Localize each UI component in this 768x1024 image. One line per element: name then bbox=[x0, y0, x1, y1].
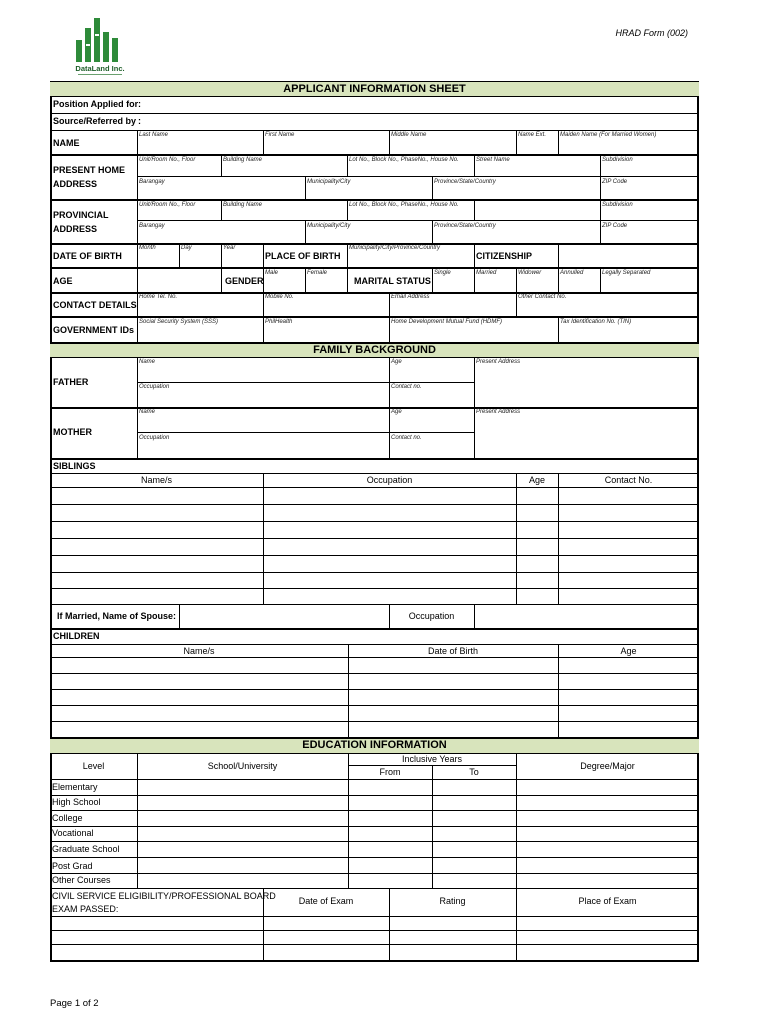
philhealth-field[interactable]: PhilHealth bbox=[265, 319, 293, 325]
present-lot-field[interactable]: Lot No., Block No., PhaseNo., House No. bbox=[349, 157, 459, 163]
mother-address-field[interactable]: Present Address bbox=[476, 409, 521, 415]
edu-col-degree: Degree/Major bbox=[580, 761, 635, 771]
provincial-unit-field[interactable]: Unit/Room No., Floor bbox=[139, 202, 196, 208]
source-referred-label: Source/Referred by bbox=[53, 116, 137, 126]
maiden-name-field[interactable]: Maiden Name (For Married Women) bbox=[560, 132, 657, 138]
present-subdivision-field[interactable]: Subdivision bbox=[602, 157, 633, 163]
section-family-background: FAMILY BACKGROUND bbox=[50, 343, 699, 357]
government-ids-label: GOVERNMENT IDs bbox=[53, 325, 135, 335]
other-contact-field[interactable]: Other Contact No. bbox=[518, 294, 567, 300]
father-name-field[interactable]: Name bbox=[139, 359, 156, 365]
mother-age-field[interactable]: Age bbox=[391, 409, 402, 415]
children-col-dob: Date of Birth bbox=[427, 646, 479, 656]
source-referred-colon: : bbox=[138, 116, 141, 126]
first-name-field[interactable]: First Name bbox=[265, 132, 295, 138]
status-separated-option[interactable]: Legally Separated bbox=[602, 270, 651, 276]
provincial-municipality-field[interactable]: Municipality/City bbox=[307, 223, 351, 229]
edu-col-inclusive: Inclusive Years bbox=[401, 754, 463, 764]
provincial-subdivision-field[interactable]: Subdivision bbox=[602, 202, 633, 208]
name-ext-field[interactable]: Name Ext. bbox=[518, 132, 547, 138]
father-address-field[interactable]: Present Address bbox=[476, 359, 521, 365]
status-widower-option[interactable]: Widower bbox=[518, 270, 542, 276]
dob-label: DATE OF BIRTH bbox=[53, 251, 122, 261]
gender-male-option[interactable]: Male bbox=[265, 270, 279, 276]
present-street-field[interactable]: Street Name bbox=[476, 157, 510, 163]
contact-details-label: CONTACT DETAILS bbox=[53, 300, 137, 310]
home-tel-field[interactable]: Home Tel. No. bbox=[139, 294, 178, 300]
father-contact-field[interactable]: Contact no. bbox=[391, 384, 422, 390]
father-occupation-field[interactable]: Occupation bbox=[139, 384, 170, 390]
logo-text: DataLand Inc. bbox=[75, 64, 125, 73]
gender-label: GENDER bbox=[225, 276, 264, 286]
spouse-label: If Married, Name of Spouse: bbox=[57, 611, 177, 621]
father-label: FATHER bbox=[53, 377, 89, 387]
edu-level-post-grad: Post Grad bbox=[52, 861, 93, 871]
eligibility-col-rating: Rating bbox=[439, 896, 466, 906]
tin-field[interactable]: Tax Identification No. (TIN) bbox=[560, 319, 632, 325]
edu-col-to: To bbox=[469, 767, 479, 777]
provincial-barangay-field[interactable]: Barangay bbox=[139, 223, 165, 229]
provincial-address-label-2: ADDRESS bbox=[53, 224, 98, 234]
edu-level-high-school: High School bbox=[52, 797, 101, 807]
siblings-col-contact: Contact No. bbox=[604, 475, 653, 485]
children-col-age: Age bbox=[620, 646, 637, 656]
present-barangay-field[interactable]: Barangay bbox=[139, 179, 165, 185]
email-field[interactable]: Email Address bbox=[391, 294, 430, 300]
present-address-label-1: PRESENT HOME bbox=[53, 165, 126, 175]
page-number: Page 1 of 2 bbox=[50, 998, 99, 1009]
section-education: EDUCATION INFORMATION bbox=[50, 738, 699, 753]
age-label: AGE bbox=[53, 276, 73, 286]
mobile-field[interactable]: Mobile No. bbox=[265, 294, 294, 300]
edu-col-level: Level bbox=[82, 761, 105, 771]
edu-level-graduate: Graduate School bbox=[52, 844, 120, 854]
provincial-province-field[interactable]: Province/State/Country bbox=[434, 223, 496, 229]
eligibility-col-place: Place of Exam bbox=[578, 896, 637, 906]
dob-day-field[interactable]: Day bbox=[181, 245, 192, 251]
dob-year-field[interactable]: Year bbox=[223, 245, 236, 251]
citizenship-label: CITIZENSHIP bbox=[476, 251, 533, 261]
sss-field[interactable]: Social Security System (SSS) bbox=[139, 319, 219, 325]
middle-name-field[interactable]: Middle Name bbox=[391, 132, 427, 138]
marital-status-label: MARITAL STATUS bbox=[354, 276, 431, 286]
provincial-address-label-1: PROVINCIAL bbox=[53, 210, 109, 220]
edu-col-school: School/University bbox=[207, 761, 278, 771]
eligibility-col-date: Date of Exam bbox=[298, 896, 354, 906]
mother-occupation-field[interactable]: Occupation bbox=[139, 435, 170, 441]
mother-label: MOTHER bbox=[53, 427, 92, 437]
section-applicant-info: APPLICANT INFORMATION SHEET bbox=[50, 82, 699, 97]
provincial-zip-field[interactable]: ZIP Code bbox=[602, 223, 628, 229]
father-age-field[interactable]: Age bbox=[391, 359, 402, 365]
place-of-birth-label: PLACE OF BIRTH bbox=[265, 251, 341, 261]
spouse-occupation-label: Occupation bbox=[408, 611, 455, 621]
provincial-building-field[interactable]: Building Name bbox=[223, 202, 263, 208]
present-province-field[interactable]: Province/State/Country bbox=[434, 179, 496, 185]
last-name-field[interactable]: Last Name bbox=[139, 132, 169, 138]
position-applied-colon: : bbox=[138, 99, 141, 109]
siblings-col-occupation: Occupation bbox=[366, 475, 413, 485]
present-zip-field[interactable]: ZIP Code bbox=[602, 179, 628, 185]
gender-female-option[interactable]: Female bbox=[307, 270, 328, 276]
form-code: HRAD Form (002) bbox=[615, 28, 688, 38]
provincial-lot-field[interactable]: Lot No., Block No., PhaseNo., House No. bbox=[349, 202, 459, 208]
eligibility-label-1: CIVIL SERVICE ELIGIBILITY/PROFESSIONAL BOARD bbox=[52, 891, 276, 901]
dob-month-field[interactable]: Month bbox=[139, 245, 156, 251]
hdmf-field[interactable]: Home Development Mutual Fund (HDMF) bbox=[391, 319, 503, 325]
birth-place-field[interactable]: Municipality/City/Province/Country bbox=[349, 245, 441, 251]
present-building-field[interactable]: Building Name bbox=[223, 157, 263, 163]
present-unit-field[interactable]: Unit/Room No., Floor bbox=[139, 157, 196, 163]
siblings-label: SIBLINGS bbox=[53, 461, 96, 471]
children-label: CHILDREN bbox=[53, 631, 100, 641]
mother-contact-field[interactable]: Contact no. bbox=[391, 435, 422, 441]
position-applied-label: Position Applied for bbox=[53, 99, 139, 109]
children-col-name: Name/s bbox=[183, 646, 215, 656]
status-married-option[interactable]: Married bbox=[476, 270, 497, 276]
mother-name-field[interactable]: Name bbox=[139, 409, 156, 415]
siblings-col-name: Name/s bbox=[140, 475, 172, 485]
edu-level-other: Other Courses bbox=[52, 875, 111, 885]
present-address-label-2: ADDRESS bbox=[53, 179, 98, 189]
eligibility-label-2: EXAM PASSED: bbox=[52, 904, 119, 914]
edu-level-vocational: Vocational bbox=[52, 828, 94, 838]
edu-col-from: From bbox=[379, 767, 401, 777]
siblings-col-age: Age bbox=[528, 475, 545, 485]
edu-level-college: College bbox=[52, 813, 83, 823]
dataland-logo bbox=[64, 14, 136, 78]
edu-level-elementary: Elementary bbox=[52, 782, 98, 792]
status-annulled-option[interactable]: Annulled bbox=[560, 270, 584, 276]
name-label: NAME bbox=[53, 138, 80, 148]
present-municipality-field[interactable]: Municipality/City bbox=[307, 179, 351, 185]
status-single-option[interactable]: Single bbox=[434, 270, 451, 276]
